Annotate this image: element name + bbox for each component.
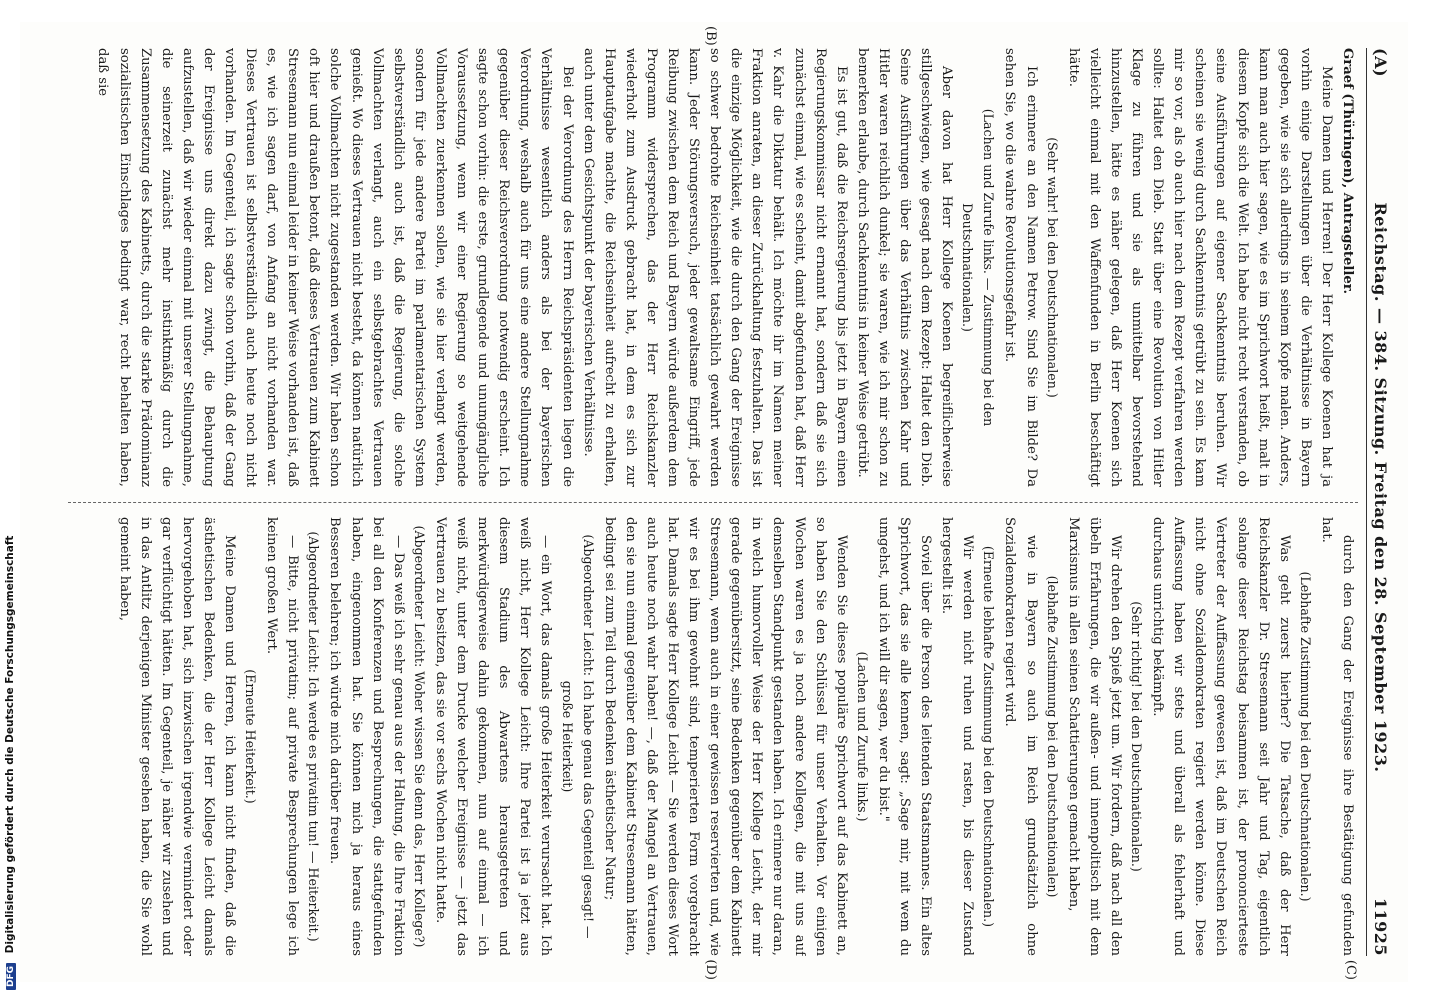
paragraph: Wir werden nicht ruhen und rasten, bis dieser Zustand hergestellt ist. bbox=[939, 517, 976, 956]
paragraph: durch den Gang der Ereignisse ihre Bestätigung gefunden hat. bbox=[1318, 517, 1355, 956]
paragraph: Meine Damen und Herren! Der Herr Kollege Koenen hat ja vorhin einige Darstellungen über die Verhältnisse in Bayern gegeben, wie sie sich allerdings in seinem Kopfe malen. Anders, kann man auch hier sagen, wie es im Sprichwort heißt, malt in diesem Kopfe sich die Welt. Ich habe nicht recht verstanden, ob seine Ausführungen auf eigener Sachkenntnis beruhen. Wir scheinen sie wenig durch Sachkenntnis getrübt zu sein. Es kam mir so vor, als ob auch hier nach dem Rezept verfahren werden sollte: Haltet den Dieb. Statt über eine Revolution von Hitler Klage zu führen und sie als unmittelbar bevorstehend hinzustellen, hätte es näher gelegen, daß Herr Koenen sich vielleicht einmal mit den Waffenfunden in Berlin beschäftigt hätte. bbox=[1065, 48, 1334, 487]
left-column bbox=[68, 48, 1358, 487]
stage-direction: (Abgeordneter Leicht: Ich werde es privatim tun! — Heiterkeit.) bbox=[306, 531, 322, 942]
stage-direction: (lebhafte Zustimmung bei den Deutschnationalen) bbox=[1044, 575, 1060, 898]
margin-marker-d: (D) bbox=[703, 959, 718, 980]
page-number: 11925 bbox=[1371, 897, 1390, 956]
paragraph: — Das weiß ich sehr genau aus der Haltung, die Ihre Fraktion bei all den Konferenzen und Besprechungen, die stattgefunden haben, eingenommen hat. Sie können mich ja heraus eines Besseren belehren; ich würde mich darüber freuen. bbox=[327, 517, 406, 956]
stage-direction: (Abgeordneter Leicht: Woher wissen Sie denn das, Herr Kollege?) bbox=[411, 525, 427, 948]
paragraph: — ein Wort, das damals große Heiterkeit verursacht hat. Ich weiß nicht, Herr Kollege Leicht: Ihre Partei ist ja jetzt aus diesem Stadium des Abwartens herausgetreten und merkwürdigerweise dahin gekommen, nun auf einmal — ich weiß nicht, unter dem Drucke welcher Ereignisse — jetzt das Vertrauen zu besitzen, das sie vor sechs Wochen nicht hatte. bbox=[432, 517, 554, 956]
paragraph: Soviel über die Person des leitenden Staatsmannes. Ein altes Sprichwort, das sie alle kennen, sagt: „Sage mir, mit wem du umgehst, und ich will dir sagen, wer du bist." bbox=[875, 517, 934, 956]
digitization-credit bbox=[4, 536, 16, 990]
paragraph: Bei der Verordnung des Herrn Reichspräsidenten liegen die Verhältnisse wesentlich anders als bei der bayerischen Verordnung, weshalb auch für uns eine andere Stellungnahme gegenüber dieser Reichsverordnung notwendig erscheint. Ich sagte schon vorhin: die erste, grundlegende und unumgängliche Voraussetzung, wenn wir einer Regierung so weitgehende Vollmachten zuerkennen sollen, wie sie hier verlangt werden, sondern für jede andere Partei im parlamentarischen System selbstverständlich auch ist, daß die Regierung, die solche Vollmachten verlangt, auch ein selbstgebrachtes Vertrauen genießt. Wo dieses Vertrauen nicht besteht, da können natürlich solche Vollmachten nicht zugestanden werden. Wir haben schon oft hier und draußen betont, daß dieses Vertrauen zum Kabinett Stresemann nun einmal leider in keiner Weise vorhanden ist, daß es, wie ich sagen darf, von Anfang an nicht vorhanden war. Dieses Vertrauen ist selbstverständlich auch heute noch nicht vorhanden. Im Gegenteil, ich sagte schon vorhin, daß der Gang der Ereignisse uns direkt dazu zwingt, die Behauptung aufzustellen, daß wir wieder einmal mit unserer Stellungnahme, die seinerzeit zunächst mehr instinktmäßig durch die Zusammensetzung des Kabinetts, durch die starke Prädominanz sozialistischen Einschlages bedingt war, recht behalten haben, daß sie bbox=[95, 48, 575, 487]
paragraph: — Bitte, nicht privatim; auf private Besprechungen lege ich keinen großen Wert. bbox=[264, 517, 301, 956]
paragraph: Was geht zuerst hierher? Die Tatsache, daß der Herr Reichskanzler Dr. Stresemann seit Jahr und Tag, eigentlich solange dieser Reichstag beisammen ist, der prononcierteste Vertreter der Auffassung gewesen ist, daß im Deutschen Reich nicht ohne Sozialdemokraten regiert werden könne. Diese Auffassung haben wir stets und überall als fehlerhaft und durchaus unrichtig bekämpft. bbox=[1150, 517, 1292, 956]
stage-direction: (Sehr wahr! bei den Deutschnationalen.) bbox=[1044, 137, 1060, 398]
stage-direction: (Erneute Heiterkeit.) bbox=[243, 669, 259, 804]
paragraph: wie in Bayern so auch im Reich grundsätzlich ohne Sozialdemokraten regiert wird. bbox=[1002, 517, 1039, 956]
speaker-line: Graef (Thüringen), Antragsteller. bbox=[1340, 48, 1355, 295]
paragraph: Es ist gut, daß die Reichsregierung bis jetzt in Bayern einen Regierungskommissar nicht ernannt hat, sondern daß sie sich zunächst einmal, wie es scheint, damit abgefunden hat, daß Herr v. Kahr die Diktatur behält. Ich möchte ihr im Namen meiner Fraktion anraten, an dieser Zurückhaltung festzuhalten. Das ist die einzige Möglichkeit, wie die durch den Gang der Ereignisse so schwer bedrohte Reichseinheit tatsächlich gewahrt werden kann. Jeder Störungsversuch, jeder gewaltsame Eingriff, jede Reibung zwischen dem Reich und Bayern würde außerdem dem Programm widersprechen, das der Herr Reichskanzler wiederholt zum Ausdruck gebracht hat, in dem es sich zur Hauptaufgabe machte, die Reichseinheit aufrecht zu erhalten, auch unter dem Gesichtspunkt der bayerischen Verhältnisse. bbox=[580, 48, 849, 487]
margin-marker-b: (B) bbox=[703, 26, 718, 46]
margin-marker-c: (C) bbox=[1343, 959, 1358, 980]
paragraph: Wenden Sie dieses populäre Sprichwort auf das Kabinett an, so haben Sie den Schlüssel für unser Verhalten. Vor einigen Wochen waren es ja noch andere Kollegen, die mit uns auf demselben Standpunkt gestanden haben. Ich erinnere nur daran, in welch humorvoller Weise der Herr Kollege Leicht, der mir gerade gegenübersitzt, seine Bedenken gegenüber dem Kabinett Stresemann, wenn auch in einer gewissen reservierten und, wie wir es bei ihm gewohnt sind, temperierten Form vorgebracht hat. Damals sagte Herr Kollege Leicht — Sie werden dieses Wort auch heute noch wahr haben! —, daß der Mangel an Vertrauen, den sie nun einmal gegenüber dem Kabinett Stresemann hätten, bedingt sei zum Teil durch Bedenken ästhetischer Natur; bbox=[601, 517, 849, 956]
stage-direction: (Erneute lebhafte Zustimmung bei den Deutschnationalen.) bbox=[981, 545, 997, 928]
paragraph: Aber davon hat Herr Kollege Koenen begreiflicherweise stillgeschwiegen, wie gesagt nach dem Rezept: Haltet den Dieb. Seine Ausführungen über das Verhältnis zwischen Kahr und Hitler waren reichlich dunkel; sie waren, wie ich mir schon zu bemerken erlaube, durch Sachkenntnis in keiner Weise getrübt. bbox=[854, 48, 955, 487]
stage-direction: (Abgeordneter Leicht: Ich habe genau das Gegenteil gesagt! — große Heiterkeit) bbox=[559, 534, 596, 939]
stage-direction: (Lebhafte Zustimmung bei den Deutschnationalen.) bbox=[1297, 571, 1313, 902]
stage-direction: (Sehr richtig! bei den Deutschnationalen.) bbox=[1129, 601, 1145, 872]
credit-text: Digitalisierung gefördert durch die Deutsche Forschungsgemeinschaft bbox=[4, 535, 16, 954]
two-column-body bbox=[68, 26, 1358, 980]
column-divider bbox=[68, 502, 1358, 503]
right-column bbox=[68, 517, 1358, 956]
left-margin-marker: (A) bbox=[1371, 48, 1390, 78]
paragraph: Wir drehen den Spieß jetzt um. Wir fordern, daß nach all den übeln Erfahrungen, die wir außen- und innenpolitisch mit dem Marxismus in allen seinen Schattierungen gemacht haben, bbox=[1065, 517, 1123, 956]
stage-direction: (Lachen und Zurufe links.) bbox=[854, 651, 870, 822]
page-header bbox=[1366, 48, 1390, 956]
scanned-page bbox=[20, 22, 1408, 982]
page-title: Reichstag. — 384. Sitzung. Freitag den 28. September 1923. bbox=[1371, 202, 1390, 773]
dfg-logo: DFG bbox=[6, 963, 16, 990]
paragraph: Ich erinnere an den Namen Petrow. Sind Sie im Bilde? Da sehen Sie, wo die wahre Revolutionsgefahr ist. bbox=[1002, 48, 1039, 487]
paragraph: Meine Damen und Herren, ich kann nicht finden, daß die ästhetischen Bedenken, die der Herr Kollege Leicht damals hervorgehoben hat, sich inzwischen irgendwie vermindert oder gar verflüchtigt hätten. Im Gegenteil, je näher wir zusehen und in das Antlitz derjenigen Minister gesehen haben, die Sie wohl gemeint haben, bbox=[116, 517, 238, 956]
stage-direction: (Lachen und Zurufe links. — Zustimmung bei den Deutschnationalen.) bbox=[960, 108, 997, 427]
